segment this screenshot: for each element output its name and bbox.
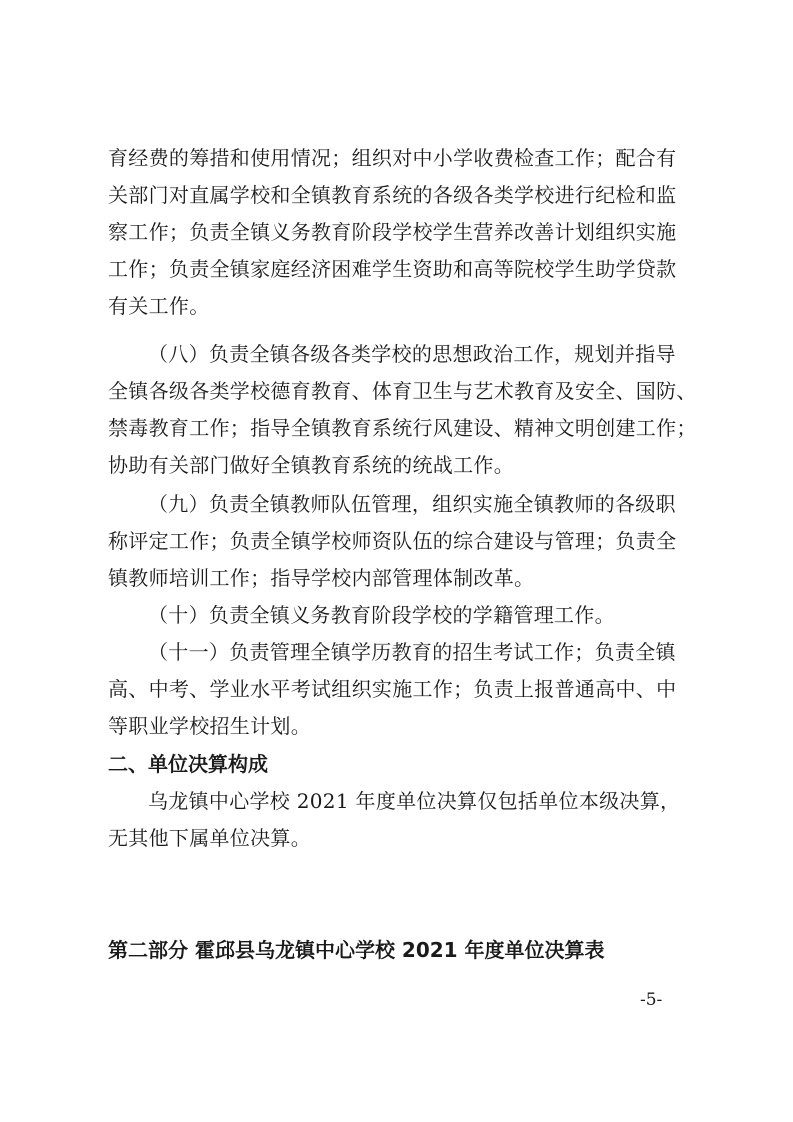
paragraph-line: （八）负责全镇各级各类学校的思想政治工作，规划并指导: [148, 342, 676, 366]
paragraph-line: 镇教师培训工作；指导学校内部管理体制改革。: [108, 566, 535, 590]
paragraph-line: 无其他下属单位决算。: [108, 826, 311, 850]
part-heading: 第二部分 霍邱县乌龙镇中心学校 2021 年度单位决算表: [108, 938, 605, 962]
paragraph-line: 察工作；负责全镇义务教育阶段学校学生营养改善计划组织实施: [108, 220, 677, 244]
page-number: -5-: [640, 990, 663, 1010]
paragraph-line: 禁毒教育工作；指导全镇教育系统行风建设、精神文明创建工作；: [108, 416, 697, 440]
paragraph-line: 称评定工作；负责全镇学校师资队伍的综合建设与管理；负责全: [108, 529, 677, 553]
paragraph-line: 全镇各级各类学校德育教育、体育卫生与艺术教育及安全、国防、: [108, 379, 697, 403]
section-heading: 二、单位决算构成: [108, 752, 268, 776]
paragraph-line: 等职业学校招生计划。: [108, 714, 311, 738]
paragraph-line: （十一）负责管理全镇学历教育的招生考试工作；负责全镇: [148, 640, 676, 664]
paragraph-line: 乌龙镇中心学校 2021 年度单位决算仅包括单位本级决算，: [148, 789, 681, 813]
paragraph-line: （九）负责全镇教师队伍管理，组织实施全镇教师的各级职: [148, 492, 676, 516]
paragraph-line: （十）负责全镇义务教育阶段学校的学籍管理工作。: [148, 603, 615, 627]
paragraph-line: 协助有关部门做好全镇教育系统的统战工作。: [108, 453, 514, 477]
paragraph-line: 关部门对直属学校和全镇教育系统的各级各类学校进行纪检和监: [108, 183, 677, 207]
paragraph-line: 高、中考、学业水平考试组织实施工作；负责上报普通高中、中: [108, 677, 677, 701]
paragraph-line: 育经费的筹措和使用情况；组织对中小学收费检查工作；配合有: [108, 146, 677, 170]
paragraph-line: 工作；负责全镇家庭经济困难学生资助和高等院校学生助学贷款: [108, 257, 677, 281]
paragraph-line: 有关工作。: [108, 294, 210, 318]
